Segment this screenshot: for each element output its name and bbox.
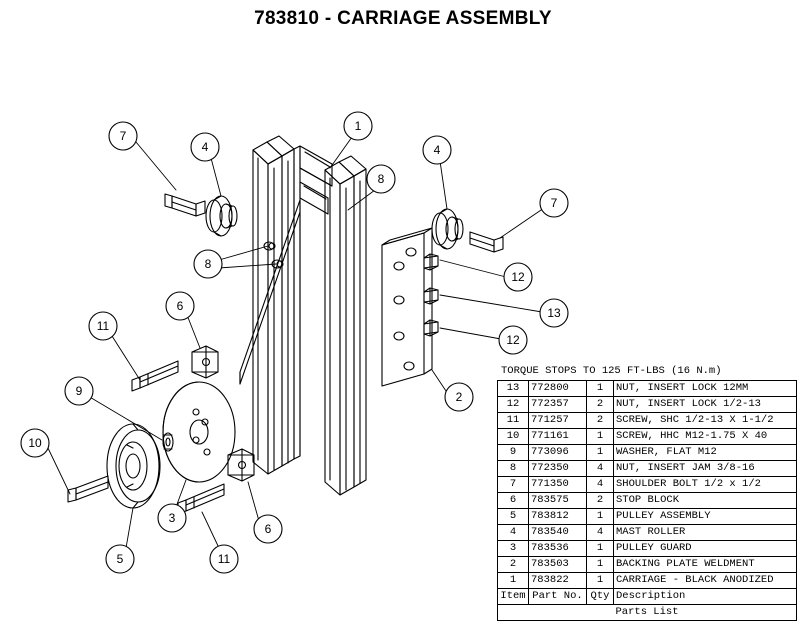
insert-lock-nut-12b — [424, 320, 438, 336]
table-row — [498, 492, 797, 508]
balloon-label: 8 — [204, 257, 212, 272]
part-number: 783812 — [529, 508, 587, 524]
balloon-label: 12 — [511, 270, 525, 285]
part-description: MAST ROLLER — [614, 524, 797, 540]
part-item-number: 5 — [498, 508, 529, 524]
table-row — [498, 524, 797, 540]
leader-lines — [47, 137, 544, 548]
part-qty: 1 — [587, 380, 614, 396]
column-header: Qty — [587, 588, 614, 604]
part-number: 772800 — [529, 380, 587, 396]
balloon-label: 3 — [168, 511, 176, 526]
part-number: 783540 — [529, 524, 587, 540]
balloon-label: 12 — [506, 333, 520, 348]
part-qty: 1 — [587, 428, 614, 444]
table-row — [498, 412, 797, 428]
torque-note: TORQUE STOPS TO 125 FT-LBS (16 N.m) — [501, 365, 722, 377]
part-description: SHOULDER BOLT 1/2 x 1/2 — [614, 476, 797, 492]
part-qty: 4 — [587, 476, 614, 492]
shc-screw-upper — [132, 361, 178, 391]
mast-roller-left — [206, 196, 237, 236]
part-description: PULLEY ASSEMBLY — [614, 508, 797, 524]
part-number: 783822 — [529, 572, 587, 588]
balloon-label: 1 — [354, 119, 362, 134]
balloon-label: 4 — [201, 140, 209, 155]
part-qty: 4 — [587, 524, 614, 540]
part-number: 773096 — [529, 444, 587, 460]
jam-nut-a — [264, 242, 275, 250]
table-row — [498, 508, 797, 524]
column-header: Description — [614, 588, 797, 604]
part-item-number: 2 — [498, 556, 529, 572]
part-item-number: 8 — [498, 460, 529, 476]
shoulder-bolt-left — [165, 194, 205, 216]
table-row — [498, 396, 797, 412]
mast-roller-right — [432, 209, 463, 249]
part-number: 772357 — [529, 396, 587, 412]
part-qty: 2 — [587, 396, 614, 412]
part-description: SCREW, HHC M12-1.75 X 40 — [614, 428, 797, 444]
pulley-guard — [163, 382, 235, 482]
part-qty: 1 — [587, 572, 614, 588]
table-row — [498, 428, 797, 444]
hhc-screw — [68, 476, 108, 502]
balloon-label: 7 — [119, 129, 127, 144]
part-description: CARRIAGE - BLACK ANODIZED — [614, 572, 797, 588]
insert-lock-nut-12a — [424, 254, 438, 270]
part-number: 783536 — [529, 540, 587, 556]
part-number: 771350 — [529, 476, 587, 492]
balloon-label: 9 — [75, 384, 83, 399]
parts-list-label: Parts List — [498, 604, 797, 620]
part-item-number: 4 — [498, 524, 529, 540]
part-description: NUT, INSERT LOCK 1/2-13 — [614, 396, 797, 412]
part-item-number: 9 — [498, 444, 529, 460]
parts-list — [497, 366, 797, 621]
table-header-row — [498, 588, 797, 604]
shc-screw-lower — [178, 484, 224, 514]
part-number: 772350 — [529, 460, 587, 476]
table-row — [498, 476, 797, 492]
carriage-right-channel — [325, 156, 366, 495]
balloon-label: 5 — [116, 552, 124, 567]
table-row — [498, 444, 797, 460]
part-qty: 1 — [587, 556, 614, 572]
balloon-label: 11 — [217, 552, 231, 567]
part-number: 783575 — [529, 492, 587, 508]
part-description: NUT, INSERT JAM 3/8-16 — [614, 460, 797, 476]
balloon-label: 2 — [455, 390, 463, 405]
part-item-number: 10 — [498, 428, 529, 444]
part-description: BACKING PLATE WELDMENT — [614, 556, 797, 572]
part-number: 771161 — [529, 428, 587, 444]
pulley-assembly — [107, 424, 160, 508]
part-number: 783503 — [529, 556, 587, 572]
part-description: PULLEY GUARD — [614, 540, 797, 556]
part-qty: 1 — [587, 444, 614, 460]
part-item-number: 3 — [498, 540, 529, 556]
part-qty: 4 — [587, 460, 614, 476]
balloon-label: 4 — [433, 143, 441, 158]
balloon-label: 13 — [547, 306, 561, 321]
carriage-web-plate — [240, 200, 300, 456]
insert-lock-nut-13 — [424, 288, 438, 304]
carriage-left-channel — [253, 136, 300, 474]
part-description: NUT, INSERT LOCK 12MM — [614, 380, 797, 396]
balloon-label: 7 — [550, 196, 558, 211]
balloon-label: 8 — [377, 172, 385, 187]
part-item-number: 13 — [498, 380, 529, 396]
balloon-label: 11 — [96, 319, 110, 334]
table-row — [498, 556, 797, 572]
table-row — [498, 380, 797, 396]
part-item-number: 7 — [498, 476, 529, 492]
part-item-number: 12 — [498, 396, 529, 412]
stop-block-upper — [192, 346, 218, 378]
shoulder-bolt-right — [470, 232, 503, 252]
page-title: 783810 - CARRIAGE ASSEMBLY — [254, 8, 552, 29]
parts-table — [497, 380, 797, 621]
part-item-number: 11 — [498, 412, 529, 428]
part-description: SCREW, SHC 1/2-13 X 1-1/2 — [614, 412, 797, 428]
part-number: 771257 — [529, 412, 587, 428]
part-qty: 2 — [587, 412, 614, 428]
balloon-label: 6 — [176, 299, 184, 314]
backing-plate — [382, 228, 432, 386]
part-qty: 2 — [587, 492, 614, 508]
table-row — [498, 460, 797, 476]
part-description: STOP BLOCK — [614, 492, 797, 508]
flat-washer — [163, 433, 173, 451]
table-row — [498, 540, 797, 556]
balloon-label: 6 — [264, 522, 272, 537]
part-qty: 1 — [587, 508, 614, 524]
part-qty: 1 — [587, 540, 614, 556]
table-footer-row — [498, 604, 797, 620]
carriage-top-crossmember — [300, 146, 332, 214]
part-item-number: 6 — [498, 492, 529, 508]
balloon-label: 10 — [28, 436, 42, 451]
table-row — [498, 572, 797, 588]
part-description: WASHER, FLAT M12 — [614, 444, 797, 460]
part-item-number: 1 — [498, 572, 529, 588]
column-header: Item — [498, 588, 529, 604]
column-header: Part No. — [529, 588, 587, 604]
